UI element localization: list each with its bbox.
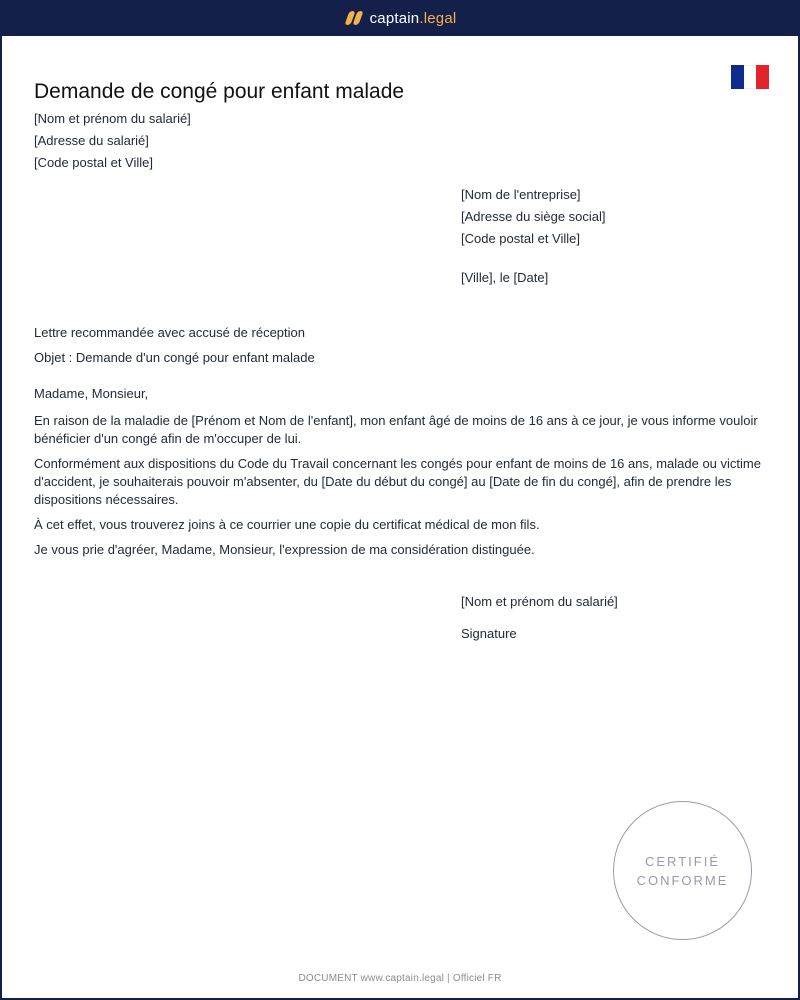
header-bar [0,0,800,36]
document-title: Demande de congé pour enfant malade [34,80,405,104]
sender-city: [Code postal et Ville] [34,155,153,170]
recipient-address [461,184,606,250]
stamp-line-1: CERTIFIÉ [645,853,720,869]
brand[interactable] [344,10,457,27]
captain-legal-logo-icon [344,10,362,26]
stamp-line-2: CONFORME [636,872,729,888]
letter-subject: Objet : Demande d'un congé pour enfant malade [34,350,315,365]
delivery-mode: Lettre recommandée avec accusé de réception [34,325,305,340]
signature-label: Signature [461,626,517,641]
sender-address [34,108,191,174]
recipient-company: [Nom de l'entreprise] [461,187,581,202]
body-paragraph: En raison de la maladie de [Prénom et Nom de l'enfant], mon enfant âgé de moins de 16 ans à ce jour, je vous informe vouloir bénéficier d'un congé afin de m'occuper de lui. [34,413,758,446]
certified-stamp [613,801,752,940]
recipient-city: [Code postal et Ville] [461,231,580,246]
footer-text[interactable]: DOCUMENT www.captain.legal | Officiel FR [298,973,502,984]
brand-name: captain.legal [369,9,457,27]
signer-name: [Nom et prénom du salarié] [461,594,618,609]
body-paragraph: À cet effet, vous trouverez joins à ce courrier une copie du certificat médical de mon fils. [34,517,540,532]
letter-body [34,385,764,566]
date-line: [Ville], le [Date] [461,270,549,285]
letter-meta [34,320,315,370]
greeting: Madame, Monsieur, [34,386,149,401]
sender-street: [Adresse du salarié] [34,133,149,148]
body-paragraph: Conformément aux dispositions du Code du Travail concernant les congés pour enfant de moins de 16 ans, malade ou victime d'accident, je souhaiterais pouvoir m'absenter, du [Date du début du congé] au [Date de fin du congé], afin de prendre les dispositions nécessaires. [34,456,761,507]
french-flag-icon [731,65,769,89]
closing-paragraph: Je vous prie d'agréer, Madame, Monsieur, l'expression de ma considération distinguée. [34,542,535,557]
recipient-street: [Adresse du siège social] [461,209,606,224]
sender-name: [Nom et prénom du salarié] [34,111,191,126]
